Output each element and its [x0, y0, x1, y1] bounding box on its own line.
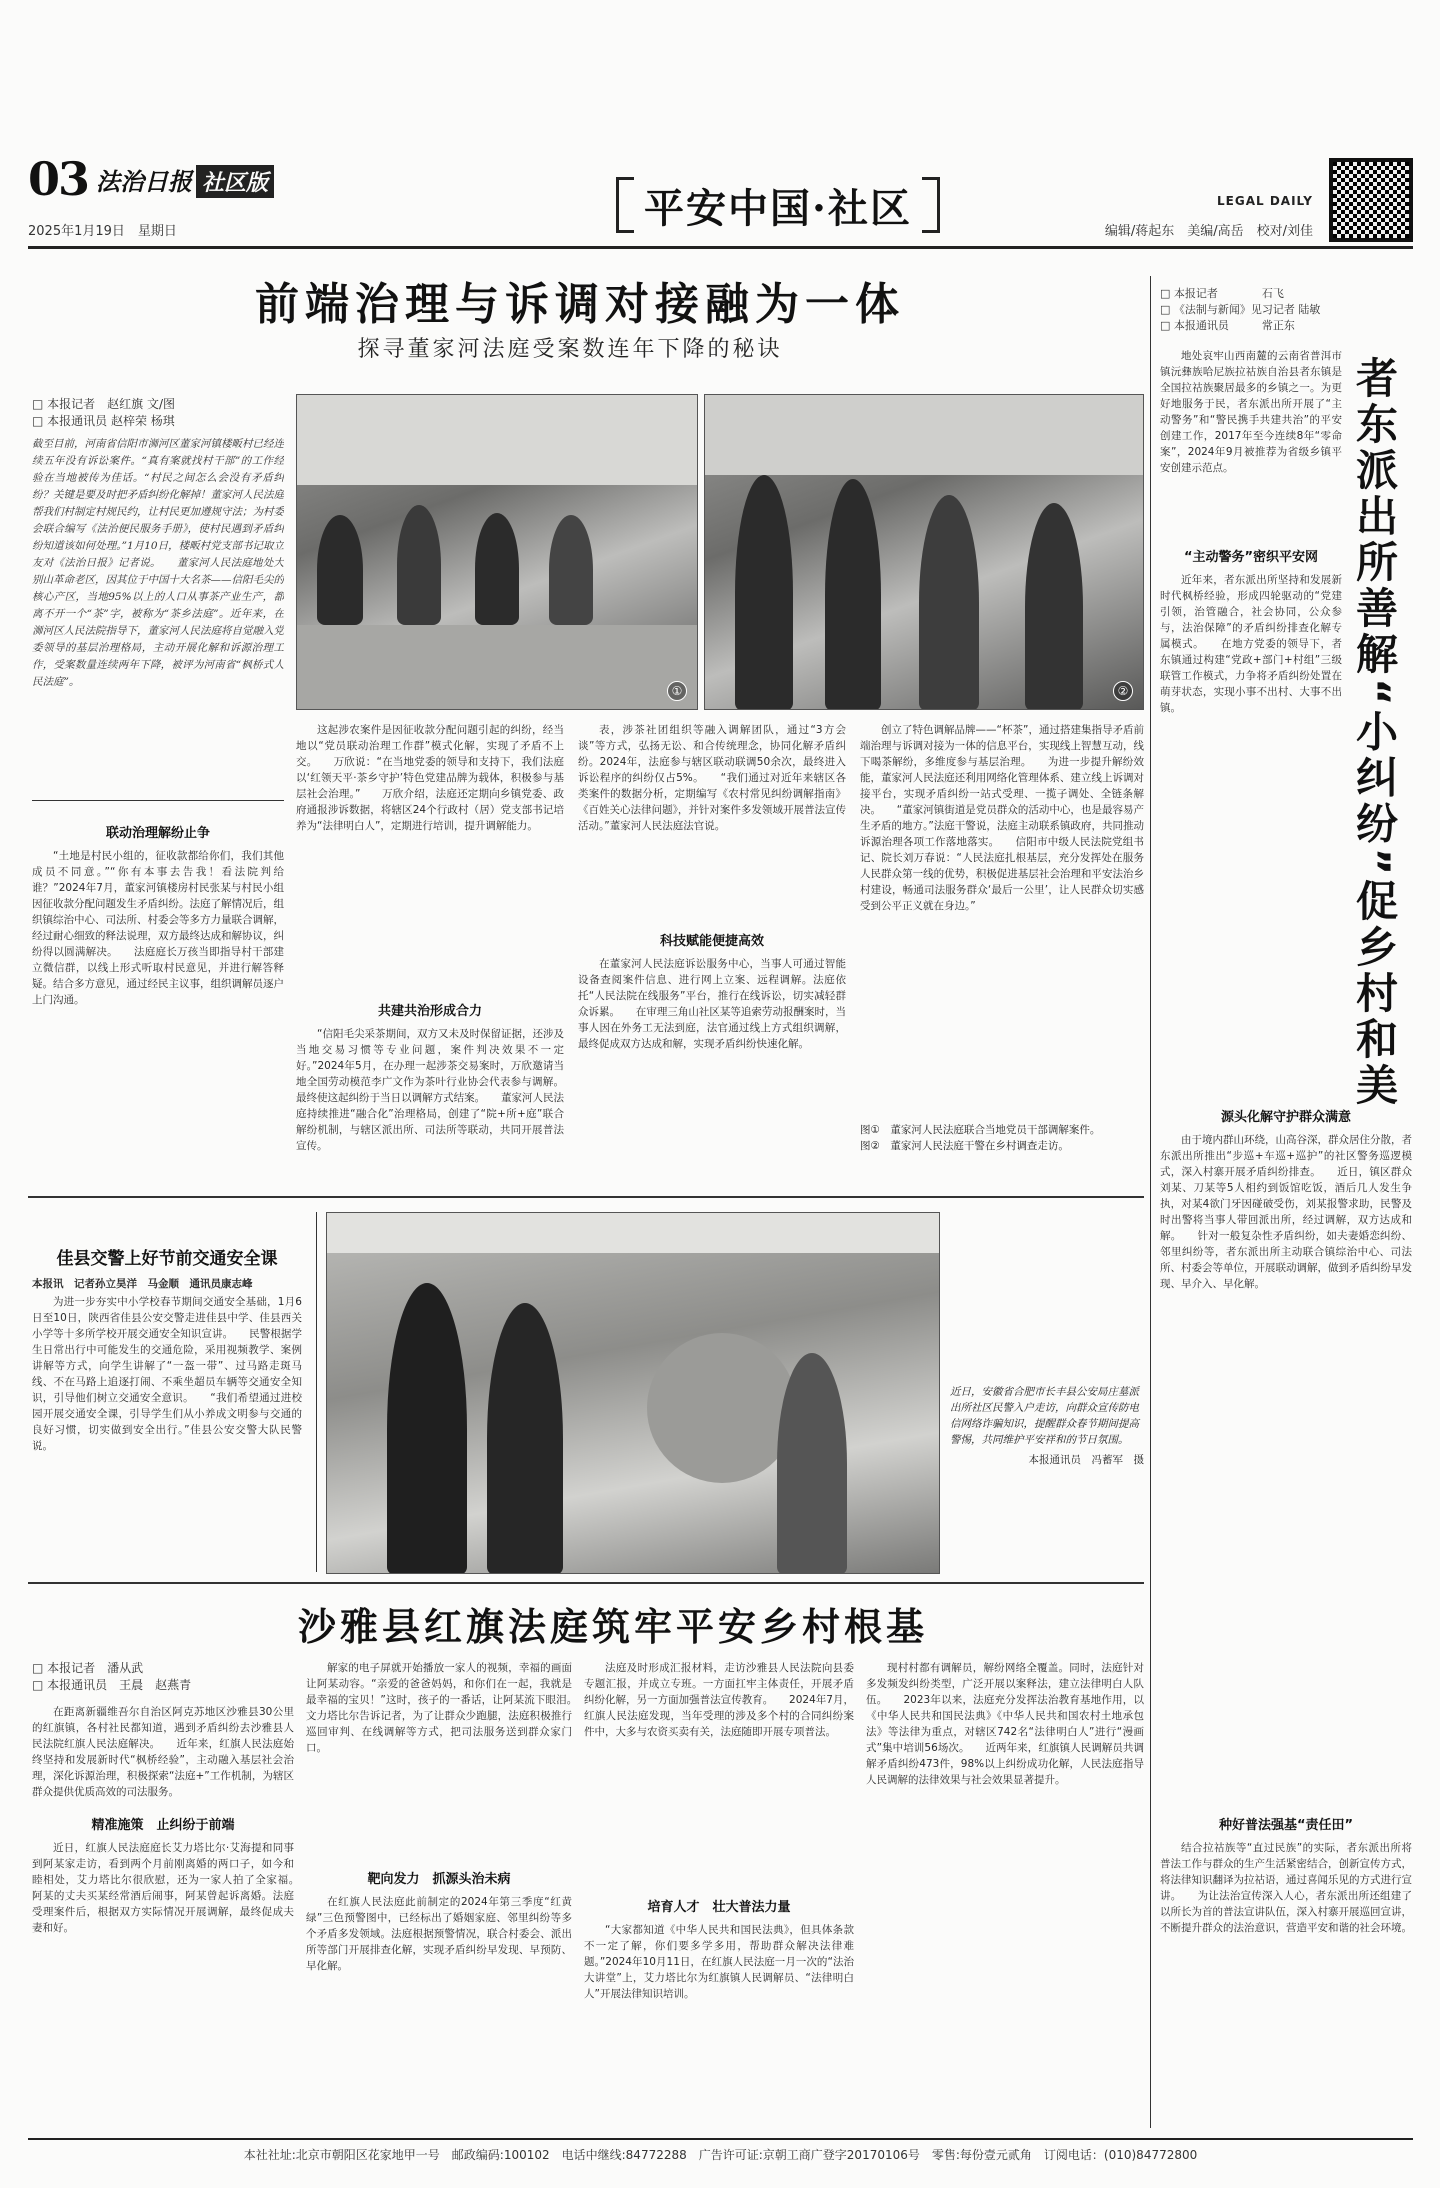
- story4-byline-1: □ 本报记者 石飞: [1160, 287, 1284, 300]
- story4-subheading-1: “主动警务”密织平安网: [1183, 550, 1319, 565]
- caption-photo-1: 图① 董家河人民法庭联合当地党员干部调解案件。: [860, 1124, 1101, 1136]
- story4-headline: 者东派出所善解“小纠纷”促乡村和美: [1350, 356, 1399, 1110]
- photo-caption-text: 近日，安徽省合肥市长丰县公安局庄墓派出所社区民警入户走访，向群众宣传防电信网络诈骗知识，提醒群众春节期间提高警惕，共同维护平安祥和的节日氛围。: [950, 1386, 1139, 1446]
- story3-subheading-1: 精准施策 止纠纷于前端: [91, 1818, 235, 1833]
- story3-column-3b: “大家都知道《中华人民共和国民法典》，但具体条款不一定了解，你们要多学多用，帮助群众解决法律难题。”2024年10月11日，在红旗人民法庭一月一次的“法治大讲堂”上，艾力塔比尔为红旗镇人民调解员、“法律明白人”开展法律知识培训。: [584, 1924, 854, 2000]
- story1-photo-1: [296, 394, 698, 710]
- legal-daily-label: LEGAL DAILY: [1217, 194, 1313, 208]
- story4-byline: [1160, 286, 1320, 334]
- section-banner: [538, 174, 1018, 236]
- story1-byline-1: □ 本报记者 赵红旗 文/图: [32, 397, 176, 411]
- story3-byline-1: □ 本报记者 潘从武: [32, 1661, 144, 1675]
- section-title: 平安中国·社区: [644, 184, 912, 232]
- story1-column-1: “土地是村民小组的，征收款都给你们，我们其他成员不同意。”“你有本事去告我！看法院判给谁？”2024年7月，董家河镇楼房村民张某与村民小组因征收款分配问题发生矛盾纠纷。法庭了解情况后，组织镇综治中心、司法所、村委会等多方力量联合调解，经过耐心细致的释法说理，双方最终达成和解协议，纠纷得以圆满解决。 法庭庭长万孩当即指导村干部建立微信群，以线上形式听取村民意见，并进行解答释疑。结合多方意见，通过经民主议事，组织调解员逐户上门沟通。: [32, 850, 284, 1006]
- story1-byline: [32, 396, 175, 430]
- story4-byline-3: □ 本报通讯员 常正东: [1160, 319, 1295, 332]
- story1-column-3b: 在董家河人民法庭诉讼服务中心，当事人可通过智能设备查阅案件信息、进行网上立案、远程调解。法庭依托“人民法院在线服务”平台，推行在线诉讼，切实减轻群众诉累。 在审理三角山社区某等追索劳动报酬案时，当事人因在外务工无法到庭，法官通过线上方式组织调解，最终促成双方达成和解，实现矛盾纠纷快速化解。: [578, 958, 846, 1050]
- story3-column-4: 现村村都有调解员，解纷网络全覆盖。同时，法庭针对多发频发纠纷类型，广泛开展以案释法，建立法律明白人队伍。 2023年以来，法庭充分发挥法治教育基地作用，以《中华人民共和国民法典》《中华人民共和国农村土地承包法》等法律为重点，对辖区742名“法律明白人”进行“漫画式”集中培训56场次。 近两年来，红旗镇人民调解员共调解矛盾纠纷473件，98%以上纠纷成功化解，人民法庭指导人民调解的法律效果与社会效果显著提升。: [866, 1662, 1144, 1786]
- story1-headline: 前端治理与诉调对接融为一体: [255, 279, 905, 330]
- story1-subhead: 探寻董家河法庭受案数连年下降的秘诀: [357, 337, 783, 362]
- photo-caption: [950, 1384, 1144, 1468]
- story4-intro: 地处哀牢山西南麓的云南省普洱市镇沅彝族哈尼族拉祜族自治县者东镇是全国拉祜族聚居最多的乡镇之一。为更好地服务于民，者东派出所开展了“主动警务”和“警民携手共建共治”的平安创建工作，2017年至今连续8年“零命案”，2024年9月被推荐为省级乡镇平安创建示范点。: [1160, 350, 1342, 474]
- paper-title: 法治日报: [96, 167, 192, 196]
- story1-column-4: 创立了特色调解品牌——“杯茶”，通过搭建集指导矛盾前端治理与诉调对接为一体的信息平台，实现线上智慧互动，线下喝茶解纷，多维度参与基层治理。 为进一步提升解纷效能，董家河人民法庭还利用网络化管理体系、建立线上诉调对接平台，实现矛盾纠纷一站式受理、一揽子调处、全链条解决。 “董家河镇街道是党员群众的活动中心，也是最容易产生矛盾的地方。”法庭干警说，法庭主动联系镇政府，共同推动诉源治理各项工作落地落实。 信阳市中级人民法院党组书记、院长刘万春说：“人民法庭扎根基层，充分发挥处在服务人民群众第一线的优势，积极促进基层社会治理和平安法治乡村建设，畅通司法服务群众‘最后一公里’，让人民群众切实感受到公平正义就在身边。”: [860, 724, 1144, 912]
- qr-code-icon: [1329, 158, 1413, 242]
- story4-section-2: 由于境内群山环绕，山高谷深，群众居住分散，者东派出所推出“步巡+车巡+巡护”的社区警务巡逻模式，深入村寨开展矛盾纠纷排查。 近日，镇区群众刘某、刀某等5人相约到饭馆吃饭，酒后几人发生争执，对某4欲门牙因碰破受伤，刘某报警求助，民警及时出警将当事人带回派出所，经过调解，双方达成和解。 针对一般复杂性矛盾纠纷，如夫妻婚恋纠纷、邻里纠纷等，者东派出所主动联合镇综治中心、司法所、村委会等单位，开展联动调解，做到矛盾纠纷早发现、早介入、早化解。: [1160, 1134, 1412, 1290]
- story3-intro: 在距离新疆维吾尔自治区阿克苏地区沙雅县30公里的红旗镇，各村社民都知道，遇到矛盾纠纷去沙雅县人民法院红旗人民法庭解决。 近年来，红旗人民法庭始终坚持和发展新时代“枫桥经验”，主动融入基层社会治理，深化诉源治理，积极探索“法庭+”工作机制，为辖区群众提供优质高效的司法服务。: [32, 1706, 294, 1798]
- story2-body: 本报讯 记者孙立昊洋 马金顺 通讯员康志峰 为进一步夯实中小学校春节期间交通安全基础，1月6日至10日，陕西省佳县公安交警走进佳县中学、佳县西关小学等十多所学校开展交通安全知识宣讲。 民警根据学生日常出行中可能发生的交通危险，采用视频教学、案例讲解等方式，向学生讲解了“一盔一带”、过马路走斑马线、不在马路上追逐打闹、不乘坐超员车辆等交通安全知识，引导他们树立交通安全意识。 “我们希望通过进校园开展交通安全课，引导学生们从小养成文明参与交通的良好习惯，切实做到安全出行。”佳县公安交警大队民警说。: [32, 1278, 302, 1452]
- story4-section-1: 近年来，者东派出所坚持和发展新时代枫桥经验，形成四轮驱动的“党建引领，治管融合，社会协同，公众参与，法治保障”的矛盾纠纷排查化解专属模式。 在地方党委的领导下，者东镇通过构建“党政+部门+村组”三级联管工作模式，力争将矛盾纠纷处置在萌芽状态，实现小事不出村、大事不出镇。: [1160, 574, 1342, 714]
- bracket-left: [616, 177, 634, 233]
- story1-subheading-3: 科技赋能便捷高效: [659, 934, 764, 949]
- edition-badge: 社区版: [196, 165, 274, 198]
- story2-headline: 佳县交警上好节前交通安全课: [56, 1249, 278, 1269]
- story3-byline-2: □ 本报通讯员 王晨 赵燕青: [32, 1678, 192, 1692]
- story3-subheading-3: 培育人才 壮大普法力量: [647, 1900, 791, 1915]
- masthead: [28, 152, 1413, 242]
- photo-number-1: ①: [667, 681, 687, 701]
- story3-column-2b: 在红旗人民法庭此前制定的2024年第三季度“红黄绿”三色预警图中，已经标出了婚姻家庭、邻里纠纷等多个矛盾多发领域。法庭根据预警情况，联合村委会、派出所等部门开展排查化解，实现矛盾纠纷早发现、早预防、早化解。: [306, 1896, 572, 1972]
- story3-byline: [32, 1660, 191, 1694]
- story2-byline: 本报讯 记者孙立昊洋 马金顺 通讯员康志峰: [32, 1278, 253, 1290]
- bracket-right: [922, 177, 940, 233]
- footer-imprint: 本社社址:北京市朝阳区花家地甲一号 邮政编码:100102 电话中继线:84772288 广告许可证:京朝工商广登字20170106号 零售:每份壹元贰角 订阅电话：(010)84772800: [243, 2148, 1198, 2162]
- story3-column-1: 近日，红旗人民法庭庭长艾力塔比尔·艾海提和同事到阿某家走访，看到两个月前刚离婚的两口子，如今和睦相处，艾力塔比尔很欣慰，还为一家人拍了全家福。 阿某的丈夫买某经常酒后闹事，阿某曾起诉离婚。法庭受理案件后，根据双方实际情况开展调解，最终促成夫妻和好。: [32, 1842, 294, 1934]
- story4-byline-2: □ 《法制与新闻》见习记者 陆敏: [1160, 303, 1321, 316]
- page-number: 03: [28, 152, 89, 206]
- story3-subheading-2: 靶向发力 抓源头治未病: [367, 1872, 511, 1887]
- story3-headline: 沙雅县红旗法庭筑牢平安乡村根基: [297, 1605, 928, 1649]
- police-visit-photo: [326, 1212, 940, 1574]
- photo-number-2: ②: [1113, 681, 1133, 701]
- story1-photo-2: [704, 394, 1144, 710]
- story1-lead: 截至目前，河南省信阳市浉河区董家河镇楼畈村已经连续五年没有诉讼案件。“真有案就找村干部”的工作经验在当地被传为佳话。“村民之间怎么会没有矛盾纠纷？关键是要及时把矛盾纠纷化解掉！董家河人民法庭帮我们村制定村规民约，让村民更加遵规守法；为村委会联合编写《法治便民服务手册》，使村民遇到矛盾纠纷知道该如何处理。”1月10日，楼畈村党支部书记取立友对《法治日报》记者说。 董家河人民法庭地处大别山革命老区，因其位于中国十大名茶——信阳毛尖的核心产区，当地95%以上的人口从事茶产业生产，都离不开一个“茶”字，被称为“茶乡法庭”。近年来，在浉河区人民法院指导下，董家河人民法庭将自觉融入党委领导的基层治理格局，主动开展化解和诉源治理工作，受案数量连续两年下降，被评为河南省“枫桥式人民法庭”。: [32, 438, 284, 688]
- story4-section-3: 结合拉祜族等“直过民族”的实际，者东派出所将普法工作与群众的生产生活紧密结合，创新宣传方式，将法律知识翻译为拉祜语，通过喜闻乐见的方式进行宣讲。 为让法治宣传深入人心，者东派出所还组建了以所长为首的普法宣讲队伍，深入村寨开展巡回宣讲，不断提升群众的法治意识，营造平安和谐的社会环境。: [1160, 1842, 1412, 1934]
- story1-column-2b: “信阳毛尖采茶期间，双方又未及时保留证据，还涉及当地交易习惯等专业问题，案件判决效果不一定好。”2024年5月，在办理一起涉茶交易案时，万欣邀请当地全国劳动模范李广文作为茶叶行业协会代表参与调解。最终使这起纠纷于当日以调解方式结案。 董家河人民法庭持续推进“融合化”治理格局，创建了“院+所+庭”联合解纷机制，与辖区派出所、司法所等联动，共同开展普法宣传。: [296, 1028, 564, 1152]
- story4-subheading-3: 种好普法强基“责任田”: [1218, 1818, 1354, 1833]
- editors-line: 编辑/蒋起东 美编/高岳 校对/刘佳: [1104, 224, 1313, 239]
- caption-photo-2: 图② 董家河人民法庭干警在乡村调查走访。: [860, 1140, 1069, 1152]
- masthead-rule: [28, 246, 1413, 249]
- footer-rule: [28, 2138, 1413, 2140]
- story1-byline-2: □ 本报通讯员 赵梓荣 杨琪: [32, 414, 175, 428]
- issue-date: 2025年1月19日 星期日: [28, 224, 177, 239]
- story3-column-2: 解家的电子屏就开始播放一家人的视频，幸福的画面让阿某动容。“亲爱的爸爸妈妈，和你们在一起，我就是最幸福的宝贝！”这时，孩子的一番话，让阿某流下眼泪。 文力塔比尔告诉记者，为了让群众少跑腿，法庭积极推行巡回审判、在线调解等方式，把司法服务送到群众家门口。: [306, 1662, 572, 1754]
- story1-column-2: 这起涉农案件是因征收款分配问题引起的纠纷，经当地以“党员联动治理工作群”模式化解，实现了矛盾不上交。 万欣说：“在当地党委的领导和支持下，我们法庭以‘红领天平·茶乡守护’特色党建品牌为载体，积极参与基层社会治理。” 万欣介绍，法庭还定期向乡镇党委、政府通报涉诉数据，将辖区24个行政村（居）党支部书记培养为“法律明白人”，定期进行培训，提升调解能力。: [296, 724, 564, 832]
- story1-column-3: 表，涉茶社团组织等融入调解团队，通过“3方会谈”等方式，弘扬无讼、和合传统理念，协同化解矛盾纠纷。2024年，法庭参与辖区联动联调50余次，最终进入诉讼程序的纠纷仅占5%。 “我们通过对近年来辖区各类案件的数据分析，定期编写《农村常见纠纷调解指南》《百姓关心法律问题》，并针对案件多发领域开展普法宣传活动。”董家河人民法庭法官说。: [578, 724, 846, 832]
- photo-credit: 本报通讯员 冯蓄军 摄: [1028, 1454, 1144, 1466]
- story1-captions: [860, 1122, 1144, 1154]
- paper-name: [96, 162, 274, 198]
- story3-column-3: 法庭及时形成汇报材料，走访沙雅县人民法院向县委专题汇报，并成立专班。一方面扛牢主体责任，开展矛盾纠纷化解，另一方面加强普法宣传教育。 2024年7月，红旗人民法庭发现，当年受理的涉及多个村的合同纠纷案件中，大多与农资买卖有关，法庭随即开展专项普法。: [584, 1662, 854, 1738]
- story4-subheading-2: 源头化解守护群众满意: [1220, 1110, 1351, 1125]
- story1-subheading-2: 共建共治形成合力: [377, 1004, 482, 1019]
- story1-subheading-1: 联动治理解纷止争: [105, 826, 210, 841]
